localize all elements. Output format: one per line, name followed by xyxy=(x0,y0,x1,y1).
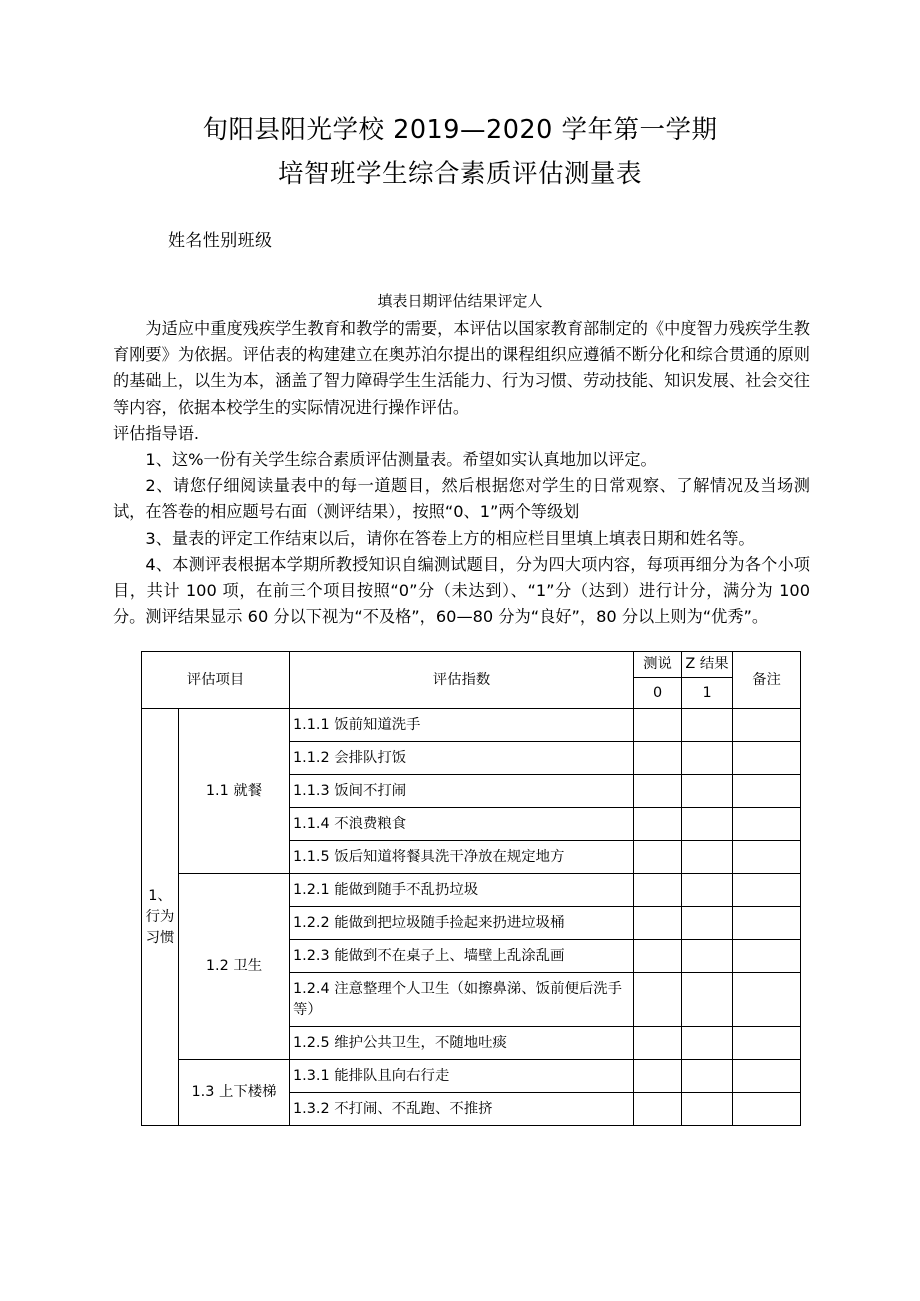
cell-indicator: 1.1.2 会排队打饭 xyxy=(290,742,634,775)
cell-score-1[interactable] xyxy=(682,775,733,808)
cell-note[interactable] xyxy=(733,907,801,940)
cell-indicator: 1.1.1 饭前知道洗手 xyxy=(290,709,634,742)
cell-indicator: 1.1.4 不浪费粮食 xyxy=(290,808,634,841)
header-score-0: 0 xyxy=(634,678,682,709)
cell-indicator: 1.2.4 注意整理个人卫生（如擦鼻涕、饭前便后洗手等） xyxy=(290,973,634,1027)
table-body xyxy=(142,709,801,1126)
cell-subgroup-1-3: 1.3 上下楼梯 xyxy=(179,1060,290,1126)
cell-score-0[interactable] xyxy=(634,709,682,742)
cell-note[interactable] xyxy=(733,841,801,874)
cell-score-1[interactable] xyxy=(682,709,733,742)
form-meta-line: 填表日期评估结果评定人 xyxy=(377,292,543,310)
cell-score-0[interactable] xyxy=(634,1027,682,1060)
cell-note[interactable] xyxy=(733,775,801,808)
cell-score-1[interactable] xyxy=(682,874,733,907)
header-indicator: 评估指数 xyxy=(290,652,634,709)
cell-note[interactable] xyxy=(733,742,801,775)
cell-indicator: 1.2.3 能做到不在桌子上、墙壁上乱涂乱画 xyxy=(290,940,634,973)
cell-score-0[interactable] xyxy=(634,808,682,841)
guidance-heading: 评估指导语. xyxy=(113,423,200,443)
title-line-2: 培智班学生综合素质评估测量表 xyxy=(277,159,642,189)
cell-note[interactable] xyxy=(733,709,801,742)
guidance-item-1: 1、这%一份有关学生综合素质评估测量表。希望如实认真地加以评定。 xyxy=(145,450,657,470)
cell-indicator: 1.3.2 不打闹、不乱跑、不推挤 xyxy=(290,1093,634,1126)
cell-note[interactable] xyxy=(733,874,801,907)
cell-category-label: 1、行为习惯 xyxy=(142,709,179,1126)
cell-score-0[interactable] xyxy=(634,1060,682,1093)
cell-indicator: 1.1.3 饭间不打闹 xyxy=(290,775,634,808)
cell-indicator: 1.3.1 能排队且向右行走 xyxy=(290,1060,634,1093)
cell-subgroup-1-1: 1.1 就餐 xyxy=(179,709,290,874)
cell-score-0[interactable] xyxy=(634,841,682,874)
header-row-main xyxy=(142,652,801,678)
cell-score-1[interactable] xyxy=(682,841,733,874)
header-score-1: 1 xyxy=(682,678,733,709)
cell-score-0[interactable] xyxy=(634,1093,682,1126)
cell-score-1[interactable] xyxy=(682,907,733,940)
cell-score-0[interactable] xyxy=(634,907,682,940)
cell-indicator: 1.2.5 维护公共卫生，不随地吐痰 xyxy=(290,1027,634,1060)
student-identity-line: 姓名性别班级 xyxy=(168,231,273,251)
cell-score-1[interactable] xyxy=(682,808,733,841)
title-line-1: 旬阳县阳光学校 2019—2020 学年第一学期 xyxy=(202,115,718,145)
header-result-part1: 测说 xyxy=(634,652,682,678)
table-row xyxy=(142,1060,801,1093)
cell-note[interactable] xyxy=(733,1060,801,1093)
header-note: 备注 xyxy=(733,652,801,709)
cell-note[interactable] xyxy=(733,1027,801,1060)
cell-subgroup-1-2: 1.2 卫生 xyxy=(179,874,290,1060)
guidance-item-2: 2、请您仔细阅读量表中的每一道题目，然后根据您对学生的日常观察、了解情况及当场测试，在答卷的相应题号右面（测评结果），按照“0、1”两个等级划 xyxy=(113,476,810,522)
cell-note[interactable] xyxy=(733,940,801,973)
cell-score-0[interactable] xyxy=(634,742,682,775)
cell-score-0[interactable] xyxy=(634,940,682,973)
table-row xyxy=(142,874,801,907)
cell-note[interactable] xyxy=(733,808,801,841)
document-title xyxy=(113,108,807,196)
body-text-block xyxy=(113,316,810,630)
cell-score-1[interactable] xyxy=(682,1060,733,1093)
cell-score-1[interactable] xyxy=(682,1027,733,1060)
table-row xyxy=(142,709,801,742)
header-result-part2: Z 结果 xyxy=(682,652,733,678)
evaluation-table xyxy=(141,651,801,1126)
cell-indicator: 1.2.1 能做到随手不乱扔垃圾 xyxy=(290,874,634,907)
cell-note[interactable] xyxy=(733,1093,801,1126)
guidance-item-4: 4、本测评表根据本学期所教授知识自编测试题目，分为四大项内容，每项再细分为各个小项目，共计 100 项，在前三个项目按照“0”分（未达到）、“1”分（达到）进行计分，满分为 100 分。测评结果显示 60 分以下视为“不及格”，60—80 分为“良好”，80 分以上则为“优秀”。 xyxy=(113,554,810,627)
cell-indicator: 1.2.2 能做到把垃圾随手捡起来扔进垃圾桶 xyxy=(290,907,634,940)
intro-paragraph: 为适应中重度残疾学生教育和教学的需要，本评估以国家教育部制定的《中度智力残疾学生教育刚要》为依据。评估表的构建建立在奥苏泊尔提出的课程组织应遵循不断分化和综合贯通的原则的基础上，以生为本，涵盖了智力障碍学生生活能力、行为习惯、劳动技能、知识发展、社会交往等内容，依据本校学生的实际情况进行操作评估。 xyxy=(113,319,810,417)
cell-score-0[interactable] xyxy=(634,973,682,1027)
cell-score-1[interactable] xyxy=(682,940,733,973)
cell-score-0[interactable] xyxy=(634,874,682,907)
guidance-item-3: 3、量表的评定工作结束以后，请你在答卷上方的相应栏目里填上填表日期和姓名等。 xyxy=(145,528,755,548)
cell-indicator: 1.1.5 饭后知道将餐具洗干净放在规定地方 xyxy=(290,841,634,874)
cell-score-1[interactable] xyxy=(682,1093,733,1126)
cell-score-1[interactable] xyxy=(682,973,733,1027)
header-category: 评估项目 xyxy=(142,652,290,709)
cell-score-0[interactable] xyxy=(634,775,682,808)
table-header xyxy=(142,652,801,709)
cell-score-1[interactable] xyxy=(682,742,733,775)
cell-note[interactable] xyxy=(733,973,801,1027)
